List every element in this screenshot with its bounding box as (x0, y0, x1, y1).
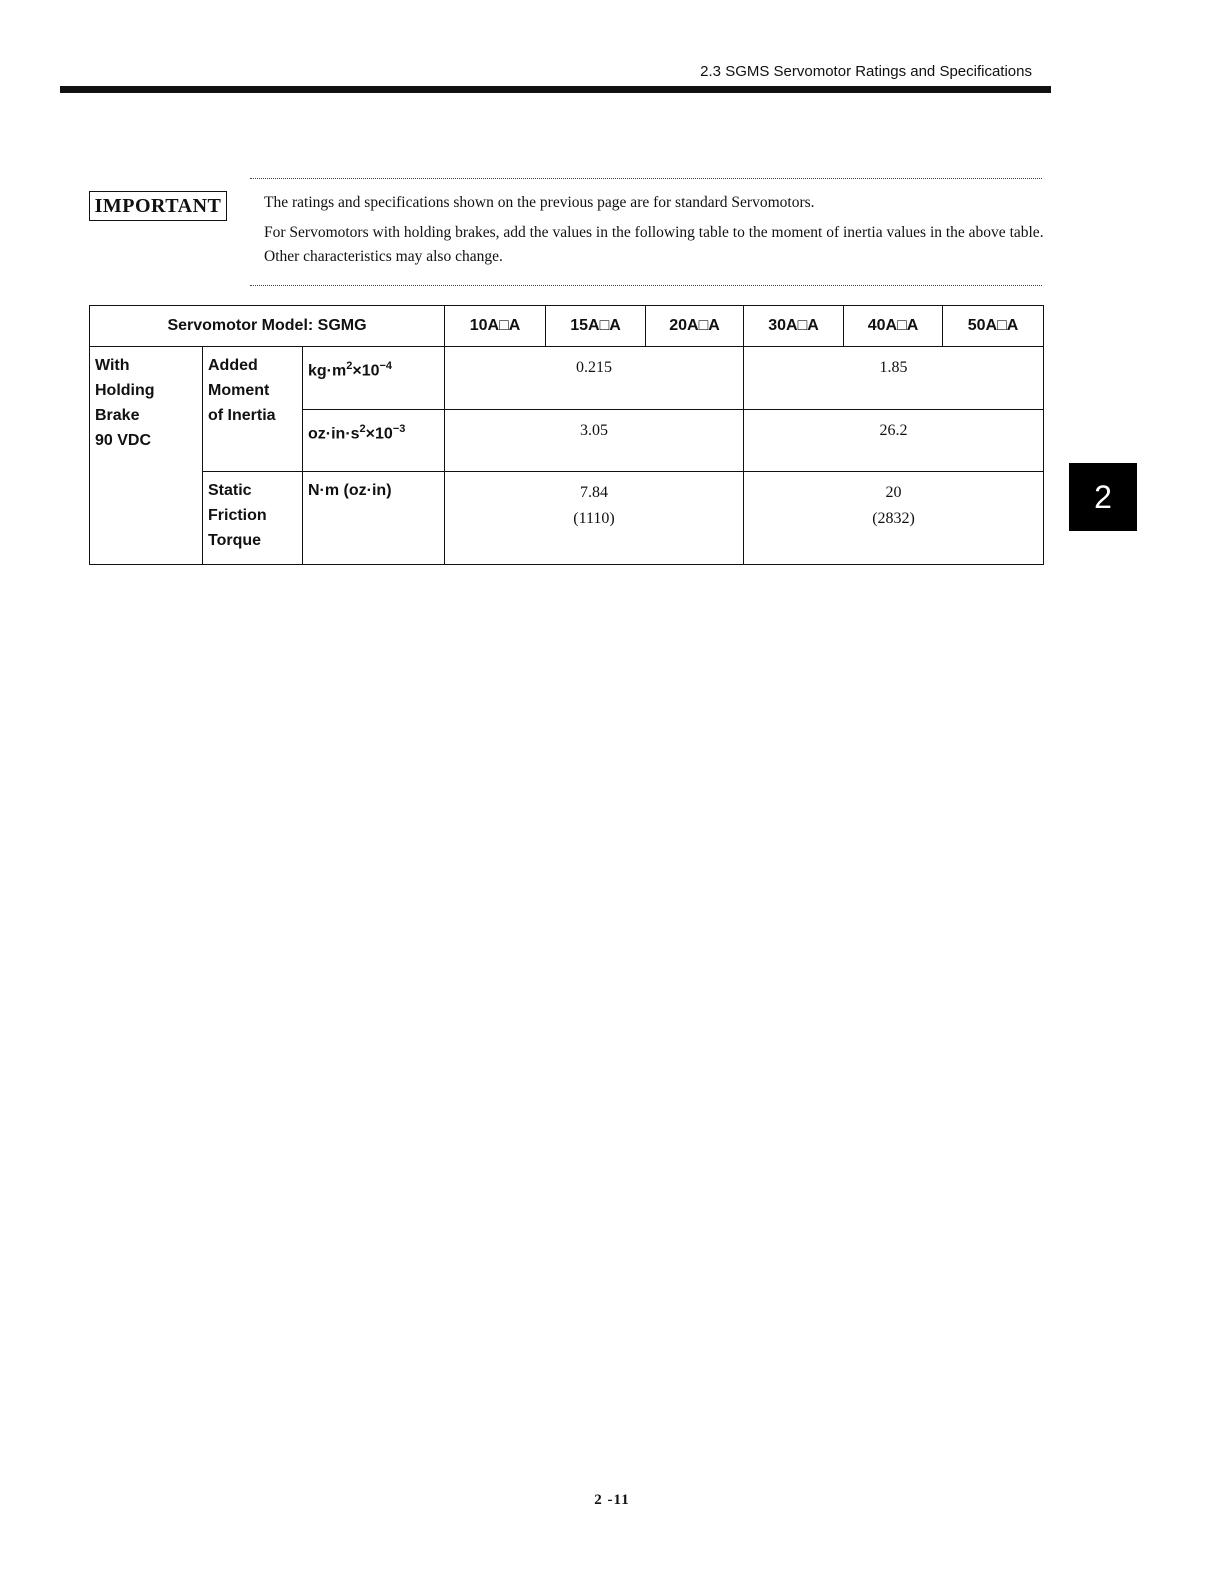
note-line-2: For Servomotors with holding brakes, add the values in the following table to the moment of inertia values in the above table. Other characteristics may also change. (264, 224, 1044, 265)
model-30: 30A□A (744, 306, 844, 347)
inertia-oz-value-group2: 26.2 (744, 410, 1044, 472)
brake-spec-table (89, 305, 1044, 565)
friction-label-line: Static (208, 482, 252, 499)
inertia-label-line: Moment (208, 382, 270, 399)
brake-label-line: With (95, 357, 130, 374)
inertia-oz-value-group1: 3.05 (445, 410, 744, 472)
table-row (90, 472, 1044, 565)
note-line-1: The ratings and specifications shown on the previous page are for standard Servomotors. (264, 194, 815, 211)
unit-text: kg·m (308, 362, 347, 380)
page-number: 2 -11 (594, 1492, 630, 1508)
unit-kg-m2 (303, 347, 445, 410)
friction-label-line: Friction (208, 507, 267, 524)
table-header-row (90, 306, 1044, 347)
brake-label-line: Holding (95, 382, 155, 399)
unit-exponent: −4 (379, 360, 393, 372)
unit-text: oz·in·s (308, 425, 360, 443)
model-header: Servomotor Model: SGMG (90, 306, 445, 347)
unit-oz-in-s2 (303, 410, 445, 472)
torque-ozin-value: (2832) (872, 510, 915, 527)
unit-torque: N·m (oz·in) (303, 472, 445, 565)
inertia-label (203, 347, 303, 472)
friction-label (203, 472, 303, 565)
section-header-title: 2.3 SGMS Servomotor Ratings and Specifications (700, 63, 1032, 80)
divider-bottom (250, 285, 1042, 286)
model-40: 40A□A (844, 306, 943, 347)
inertia-kg-value-group2: 1.85 (744, 347, 1044, 410)
unit-text: ×10 (352, 362, 380, 380)
model-20: 20A□A (646, 306, 744, 347)
model-50: 50A□A (943, 306, 1044, 347)
chapter-tab: 2 (1069, 463, 1137, 531)
torque-value-group2 (744, 472, 1044, 565)
model-10: 10A□A (445, 306, 546, 347)
torque-value-group1 (445, 472, 744, 565)
unit-exponent: 2 (346, 360, 353, 372)
friction-label-line: Torque (208, 532, 262, 549)
torque-ozin-value: (1110) (573, 510, 615, 527)
brake-label (90, 347, 203, 565)
brake-label-line: 90 VDC (95, 432, 152, 449)
unit-text: ×10 (365, 425, 393, 443)
header-rule (60, 86, 1051, 93)
brake-label-line: Brake (95, 407, 140, 424)
inertia-label-line: Added (208, 357, 258, 374)
important-note (264, 191, 1044, 269)
important-label: IMPORTANT (89, 191, 227, 221)
table-row (90, 347, 1044, 410)
unit-exponent: −3 (392, 423, 406, 435)
torque-nm-value: 20 (885, 484, 902, 501)
inertia-label-line: of Inertia (208, 407, 276, 424)
inertia-kg-value-group1: 0.215 (445, 347, 744, 410)
model-15: 15A□A (546, 306, 646, 347)
unit-exponent: 2 (359, 423, 366, 435)
divider-top (250, 178, 1042, 179)
torque-nm-value: 7.84 (580, 484, 609, 501)
